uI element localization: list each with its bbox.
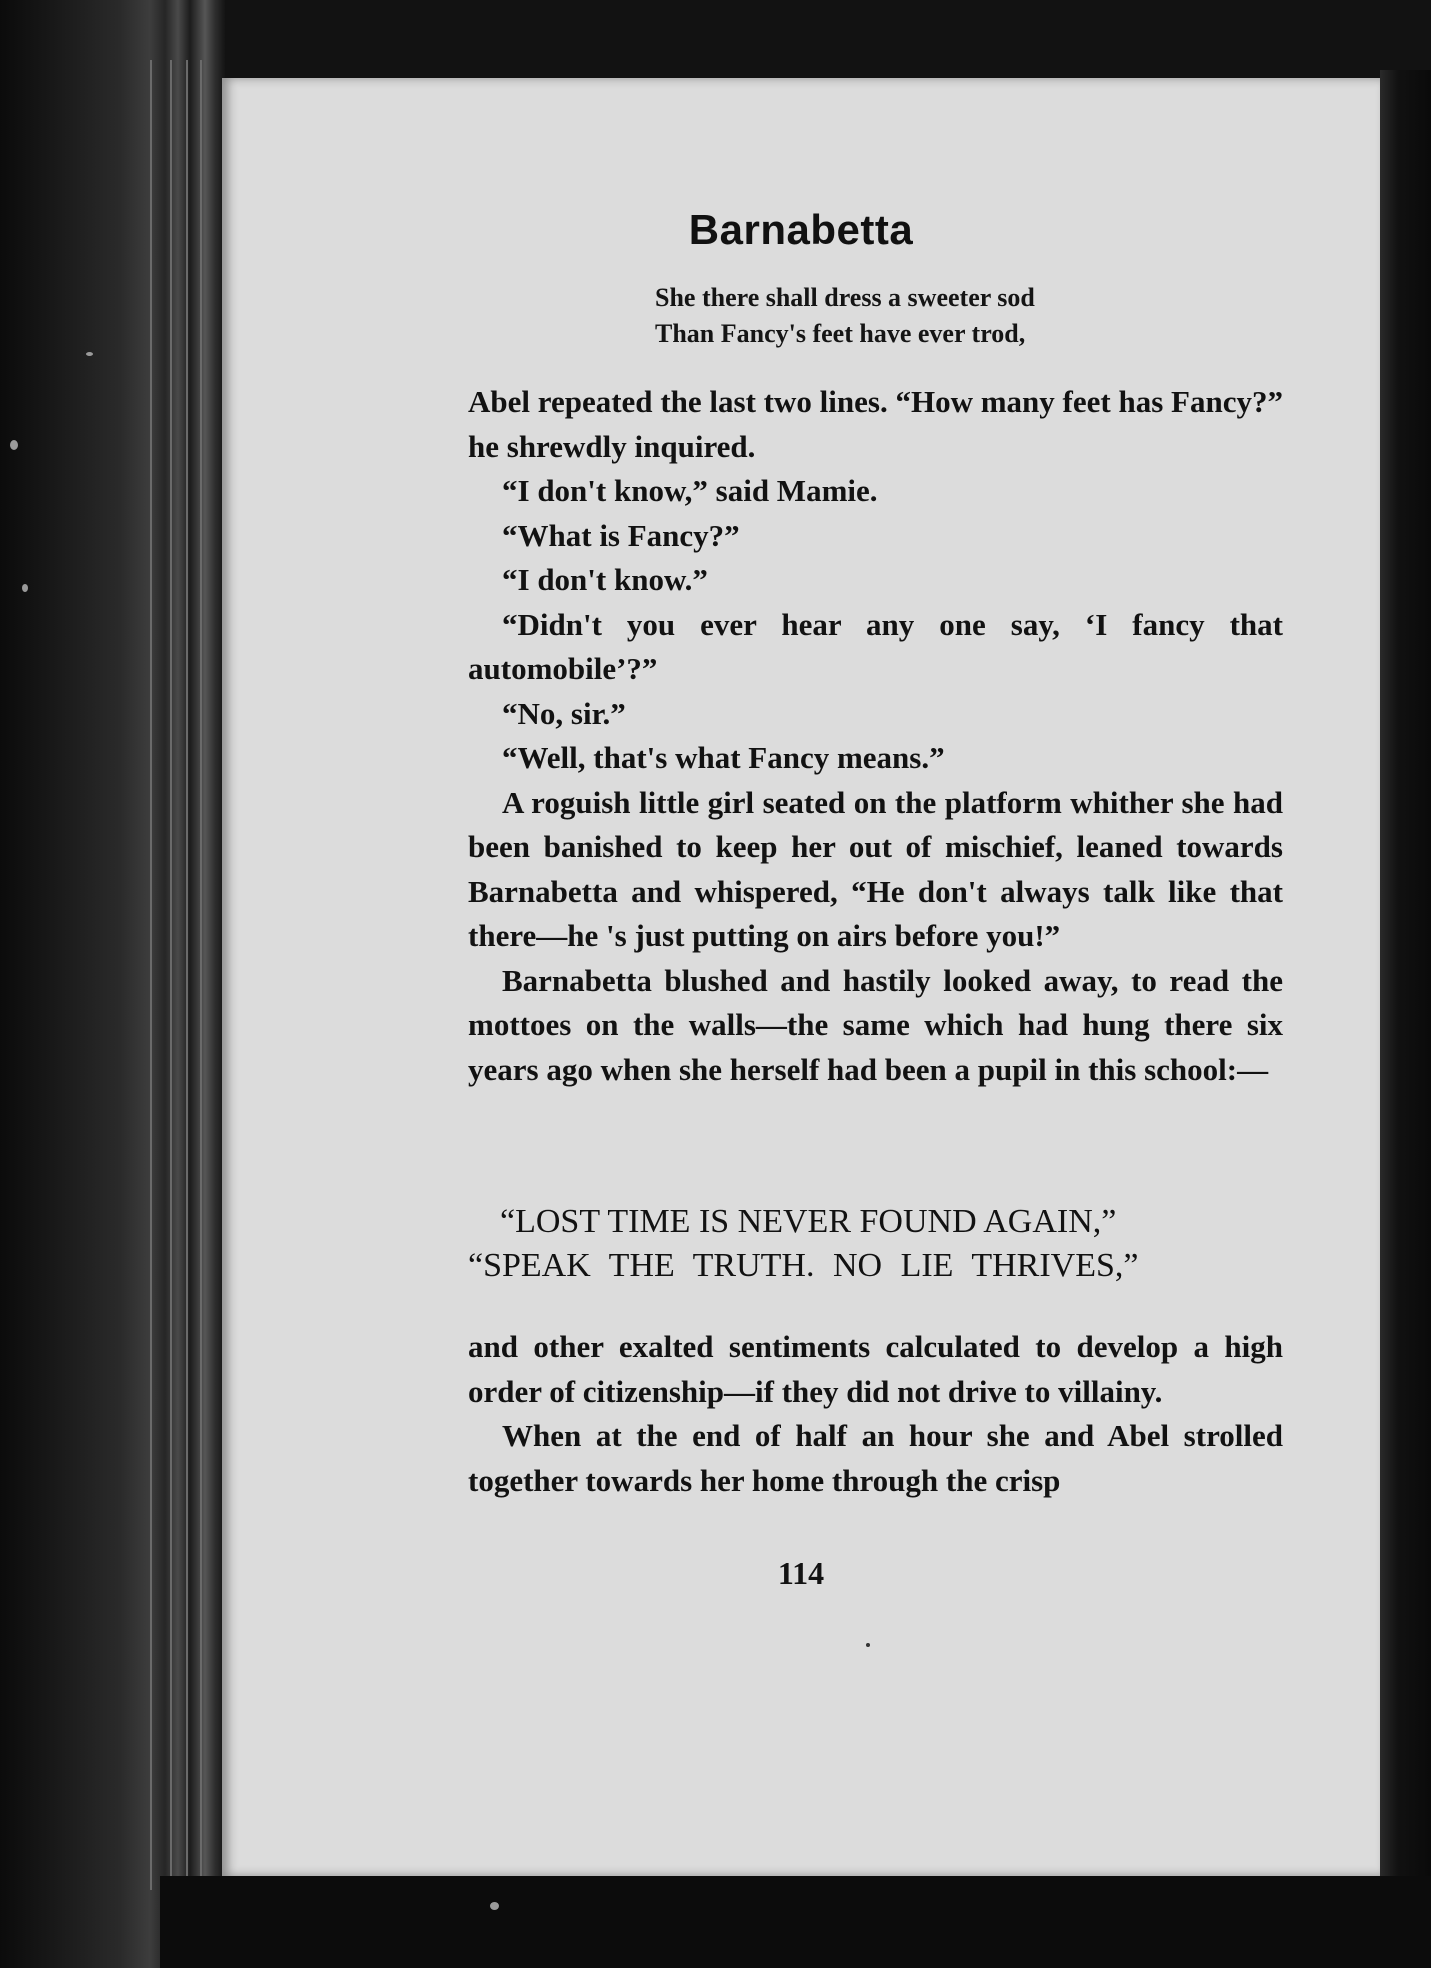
scan-right-edge xyxy=(1380,70,1431,1890)
scan-speck xyxy=(86,352,93,356)
motto-line: “LOST TIME IS NEVER FOUND AGAIN,” xyxy=(500,1203,1117,1240)
paragraph: A roguish little girl seated on the platform whither she had been banished to keep her out of mischief, leaned towards Barnabetta and whispered, “He don't always talk like that there—he 's just putting on airs before you!” xyxy=(468,784,1283,953)
body-text-before-mottoes xyxy=(468,380,1283,1092)
paragraph: “What is Fancy?” xyxy=(502,517,740,553)
page-number: 114 xyxy=(777,1555,825,1591)
scan-speck xyxy=(10,440,18,450)
verse-line: Than Fancy's feet have ever trod, xyxy=(655,319,1026,348)
verse-line: She there shall dress a sweeter sod xyxy=(655,283,1035,312)
verse-quotation xyxy=(655,280,1035,352)
page-edge-line xyxy=(170,60,172,1890)
paragraph: Abel repeated the last two lines. “How many feet has Fancy?” he shrewdly inquired. xyxy=(468,384,1283,464)
paragraph: When at the end of half an hour she and Abel strolled together towards her home through the crisp xyxy=(468,1418,1283,1498)
paragraph: and other exalted sentiments calculated to develop a high order of citizenship—if they did not drive to villainy. xyxy=(468,1329,1283,1409)
paragraph: “Didn't you ever hear any one say, ‘I fancy that automobile’?” xyxy=(468,606,1283,686)
scan-bottom-edge xyxy=(160,1876,1431,1968)
scan-speck xyxy=(866,1643,870,1647)
running-head: Barnabetta xyxy=(688,206,914,253)
page-edge-line xyxy=(186,60,188,1890)
body-text-after-mottoes xyxy=(468,1325,1283,1503)
paragraph: “No, sir.” xyxy=(502,695,626,731)
paragraph: “I don't know,” said Mamie. xyxy=(502,473,878,508)
paragraph: “I don't know.” xyxy=(502,562,708,597)
mottoes-block xyxy=(468,1200,1283,1288)
scan-speck xyxy=(22,584,28,592)
scan-left-edge xyxy=(0,0,225,1968)
page-edge-line xyxy=(150,60,152,1890)
page-edge-line xyxy=(200,60,202,1890)
paragraph: “Well, that's what Fancy means.” xyxy=(502,740,945,775)
motto-line: “SPEAK THE TRUTH. NO LIE THRIVES,” xyxy=(468,1247,1139,1284)
scan-speck xyxy=(490,1902,499,1910)
paragraph: Barnabetta blushed and hastily looked away, to read the mottoes on the walls—the same which had hung there six years ago when she herself had been a pupil in this school:— xyxy=(468,962,1283,1087)
